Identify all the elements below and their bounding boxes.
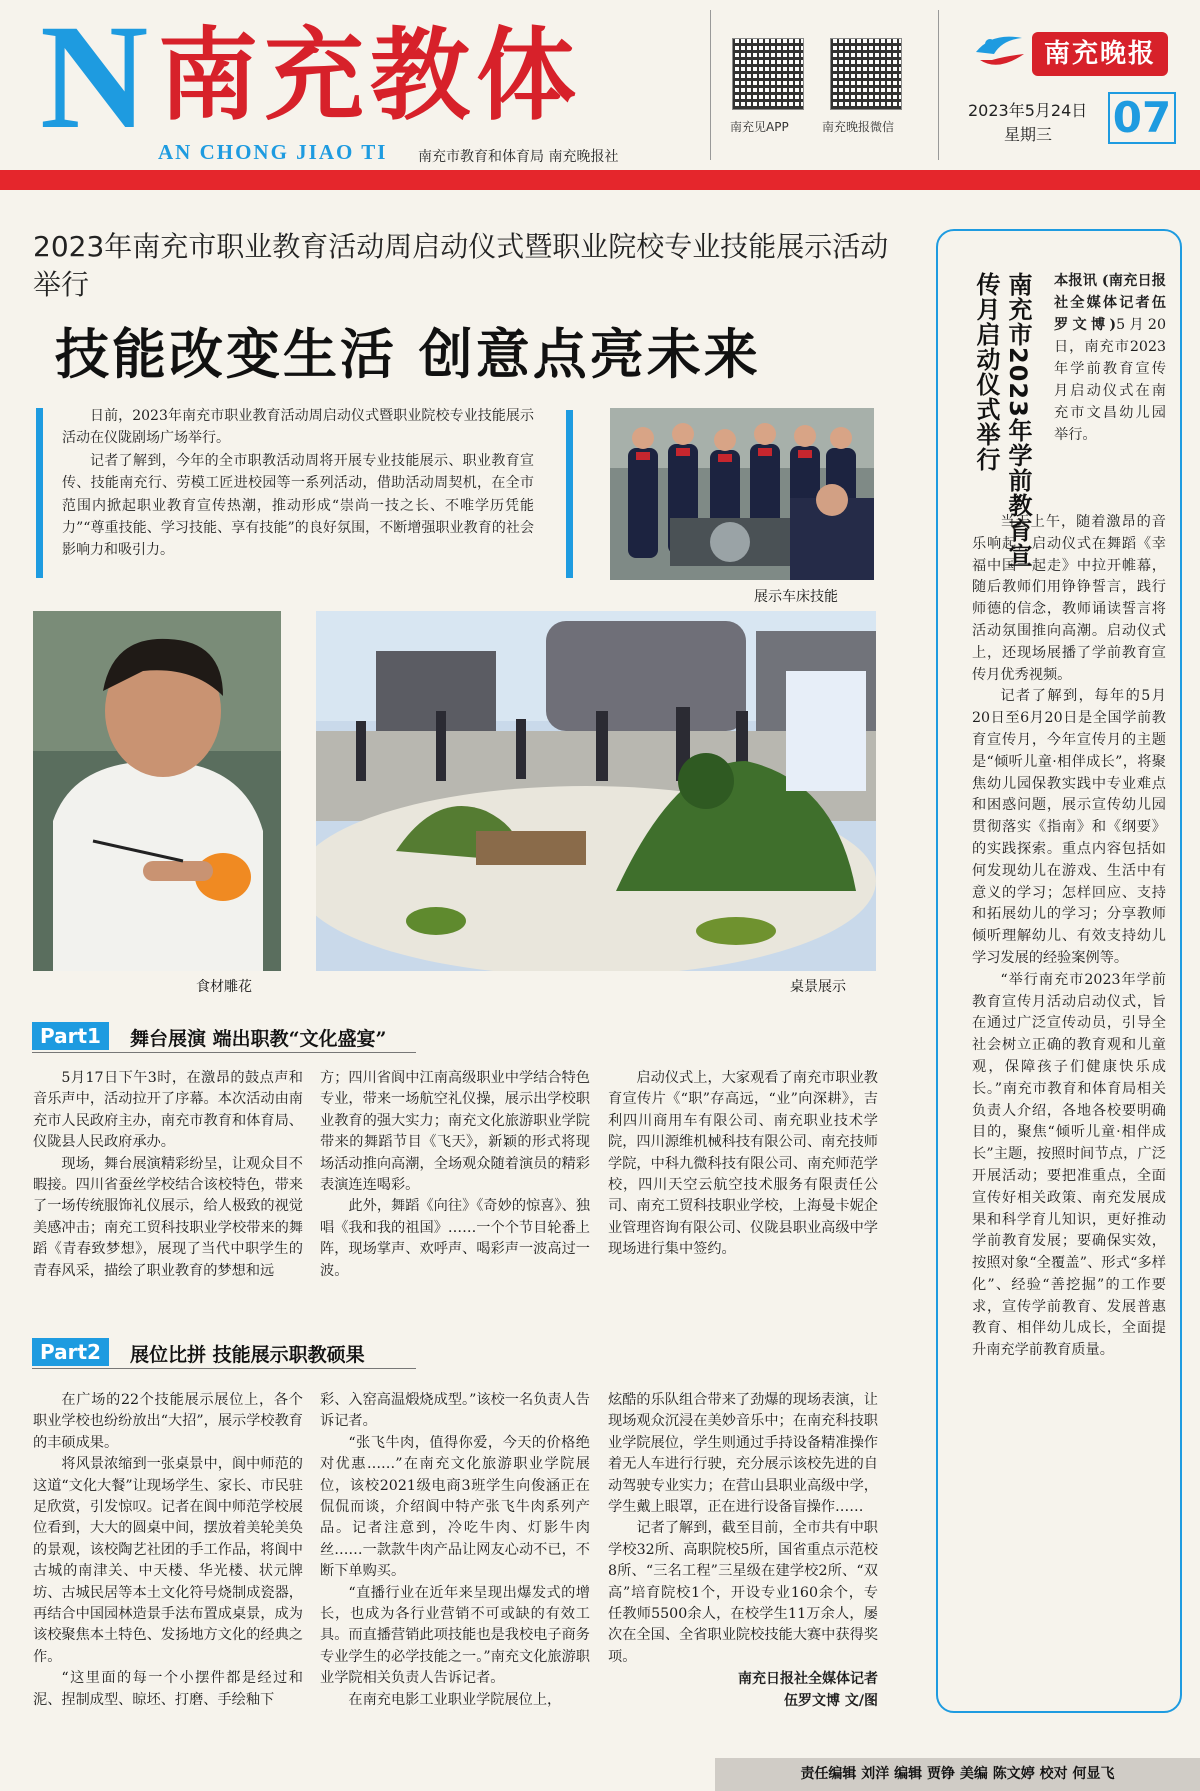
caption-diorama: 桌景展示 [790, 979, 846, 995]
part1-column-2 [320, 1068, 590, 1282]
photo-lathe [610, 408, 874, 580]
paper-logo-icon [972, 30, 1028, 74]
part2-column-3 [608, 1390, 878, 1712]
masthead-pinyin: AN CHONG JIAO TI [158, 140, 388, 164]
sidebar-lead [1054, 270, 1166, 446]
article-headline: 技能改变生活 创意点亮未来 [55, 323, 761, 386]
sidebar-body [972, 512, 1166, 1362]
part2-column-1 [33, 1390, 303, 1711]
sidebar-paragraph: “举行南充市2023年学前教育宣传月活动启动仪式，旨在通过广泛宣传动员，引导全社会树立正确的教育观和儿童观，保障孩子们健康快乐成长。”南充市教育和体育局相关负责人介绍，各地各校要明确目的，聚焦“倾听儿童·相伴成长”主题，按照时间节点，广泛开展活动；要把准重点，全面宣传好相关政策、南充发展成果和科学育儿知识，更好推动学前教育发展；要确保实效，按照对象“全覆盖”、形式“多样化”、经验“善挖掘”的工作要求，宣传学前教育、发展普惠教育、相伴幼儿成长，全面提升南充学前教育质量。 [972, 971, 1166, 1359]
article-kicker: 2023年南充市职业教育活动周启动仪式暨职业院校专业技能展示活动举行 [33, 230, 889, 301]
qr-code-app[interactable] [732, 38, 804, 110]
part2-rule [32, 1368, 416, 1369]
photo-carving [33, 611, 281, 971]
byline [608, 1668, 878, 1712]
divider [710, 10, 711, 160]
editor-credits: 责任编辑 刘洋 编辑 贾铮 美编 陈文婷 校对 何显飞 [715, 1758, 1200, 1791]
page-number: 07 [1108, 92, 1176, 144]
sidebar-title: 南充市2023年学前教育宣传月启动仪式举行 [972, 272, 1032, 568]
part1-rule [32, 1052, 416, 1053]
paragraph: 方；四川省阆中江南高级职业中学结合特色专业，带来一场航空礼仪操，展示出学校职业教育的强大实力；南充文化旅游职业学院带来的舞蹈节目《飞天》，新颖的形式将现场活动推向高潮，全场观众随着演员的精彩表演连连喝彩。 [320, 1070, 590, 1194]
paragraph: 在广场的22个技能展示展位上，各个职业学校也纷纷放出“大招”，展示学校教育的丰硕成果。 [33, 1392, 303, 1451]
byline-author: 伍罗文博 文/图 [784, 1693, 878, 1710]
part1-badge: Part1 [32, 1022, 109, 1050]
paragraph: 此外，舞蹈《向往》《奇妙的惊喜》、独唱《我和我的祖国》……一个个节目轮番上阵，现场掌声、欢呼声、喝彩声一波高过一波。 [320, 1198, 590, 1279]
masthead-red-bar [0, 170, 1200, 190]
part2-title: 展位比拼 技能展示职教硕果 [130, 1344, 365, 1366]
photo-diorama [316, 611, 876, 971]
paragraph: “这里面的每一个小摆件都是经过和泥、捏制成型、晾坯、打磨、手绘釉下 [33, 1670, 303, 1708]
paper-logo: 南充晚报 [1032, 32, 1168, 76]
part2-column-2 [320, 1390, 590, 1711]
part1-column-1 [33, 1068, 303, 1282]
qr-wechat-label: 南充晚报微信 [822, 120, 895, 134]
divider [938, 10, 939, 160]
masthead-publisher: 南充市教育和体育局 南充晚报社 [418, 149, 619, 165]
sidebar-lead-tag: 本报讯 [1054, 273, 1098, 289]
paragraph: 5月17日下午3时，在激昂的鼓点声和音乐声中，活动拉开了序幕。本次活动由南充市人民政府主办，南充市教育和体育局、仪陇县人民政府承办。 [33, 1070, 303, 1151]
part2-badge: Part2 [32, 1338, 109, 1366]
paragraph: “直播行业在近年来呈现出爆发式的增长，也成为各行业营销不可或缺的有效工具。而直播营销此项技能也是我校电子商务专业学生的必学技能之一。”南充文化旅游职业学院相关负责人告诉记者。 [320, 1584, 590, 1687]
part1-title: 舞台展演 端出职教“文化盛宴” [130, 1028, 387, 1050]
masthead [0, 0, 1200, 172]
intro-paragraph: 日前，2023年南充市职业教育活动周启动仪式暨职业院校专业技能展示活动在仪陇剧场广场举行。 [62, 408, 534, 447]
caption-carving: 食材雕花 [196, 979, 252, 995]
issue-date: 2023年5月24日 [968, 101, 1088, 120]
paragraph: 将风景浓缩到一张桌景中，阆中师范的这道“文化大餐”让现场学生、家长、市民驻足欣赏，引发惊叹。记者在阆中师范学校展位看到，大大的圆桌中间，摆放着美轮美奂的景观，该校陶艺社团的手工作品，将阆中古城的南津关、中天楼、华光楼、状元牌坊、古城民居等本土文化符号烧制成瓷器，再结合中国园林造景手法布置成桌景，成为该校聚焦本土特色、发扬地方文化的经典之作。 [33, 1456, 303, 1665]
paragraph: 现场，舞台展演精彩纷呈，让观众目不暇接。四川省蚕丝学校结合该校特色，带来了一场传统服饰礼仪展示，给人极致的视觉美感冲击；南充工贸科技职业学校带来的舞蹈《青春致梦想》，展现了当代中职学生的青春风采，描绘了职业教育的梦想和远 [33, 1155, 303, 1279]
intro-accent-bar [36, 408, 43, 578]
paragraph: 炫酷的乐队组合带来了劲爆的现场表演，让现场观众沉浸在美妙音乐中；在南充科技职业学院展位，学生则通过手持设备精准操作着无人车进行行驶，充分展示该校先进的自动驾驶专业实力；在营山县职业高级中学，学生戴上眼罩，正在进行设备盲操作…… [608, 1392, 878, 1516]
paragraph: 记者了解到，截至目前，全市共有中职学校32所、高职院校5所，国省重点示范校8所、“三名工程”三星级在建学校2所、“双高”培育院校1个，开设专业160余个，专任教师5500余人，在校学生11万余人，屡次在全国、全省职业院校技能大赛中获得奖项。 [608, 1520, 878, 1665]
article-intro [62, 405, 534, 562]
paragraph: 启动仪式上，大家观看了南充市职业教育宣传片《“职”存高远，“业”向深耕》，吉利四川商用车有限公司、南充职业技术学院，四川源维机械科技有限公司、南充技师学院，中科九微科技有限公司、南充师范学校，四川天空云航空技术服务有限责任公司、南充工贸科技职业学校，上海曼卡妮企业管理咨询有限公司、仪陇县职业高级中学现场进行集中签约。 [608, 1070, 878, 1258]
caption-lathe: 展示车床技能 [754, 589, 838, 605]
sidebar-paragraph: 当天上午，随着激昂的音乐响起，启动仪式在舞蹈《幸福中国一起走》中拉开帷幕，随后教师们用铮铮誓言，践行师德的信念，教师诵读誓言将活动氛围推向高潮。启动仪式上，还现场展播了学前教育宣传月优秀视频。 [972, 514, 1166, 683]
paragraph: “张飞牛肉，值得你爱，今天的价格绝对优惠……”在南充文化旅游职业学院展位，该校2021级电商3班学生向俊涵正在侃侃而谈，介绍阆中特产张飞牛肉系列产品。记者注意到，冷吃牛肉、灯影牛肉丝……一款款牛肉产品让网友心动不已，不断下单购买。 [320, 1434, 590, 1580]
qr-code-wechat[interactable] [830, 38, 902, 110]
intro-paragraph: 记者了解到，今年的全市职教活动周将开展专业技能展示、职业教育宣传、技能南充行、劳模工匠进校园等一系列活动，借助活动周契机，在全市范围内掀起职业教育宣传热潮，推动形成“崇尚一技之长、不唯学历凭能力”“尊重技能、学习技能、享有技能”的良好氛围，不断增强职业教育的社会影响力和吸引力。 [62, 452, 534, 559]
issue-weekday: 星期三 [1004, 125, 1053, 144]
masthead-title: 南充教体 [158, 16, 582, 134]
sidebar-paragraph: 记者了解到，每年的5月20日至6月20日是全国学前教育宣传月，今年宣传月的主题是“倾听儿童·相伴成长”，将聚焦幼儿园保教实践中专业难点和困惑问题，展示宣传幼儿园贯彻落实《指南》和《纲要》的实践探索。重点内容包括如何发现幼儿在游戏、生活中有意义的学习；怎样回应、支持和拓展幼儿的学习；分享教师倾听理解幼儿、有效支持幼儿学习发展的经验案例等。 [972, 688, 1166, 966]
masthead-letter: N [40, 0, 145, 160]
photo-accent-bar [566, 410, 573, 578]
paragraph: 在南充电影工业职业学院展位上， [348, 1691, 562, 1708]
sidebar-lead-text: 5月20日，南充市2023年学前教育宣传月启动仪式在南充市文昌幼儿园举行。 [1054, 317, 1166, 443]
qr-app-label: 南充见APP [730, 120, 789, 134]
byline-reporter: 南充日报社全媒体记者 [738, 1671, 878, 1688]
sidebar-lead-source: (南充日报社全媒体记者伍罗文博) [1054, 273, 1166, 333]
paragraph: 彩、入窑高温煅烧成型。”该校一名负责人告诉记者。 [320, 1392, 590, 1430]
part1-column-3 [608, 1068, 878, 1261]
